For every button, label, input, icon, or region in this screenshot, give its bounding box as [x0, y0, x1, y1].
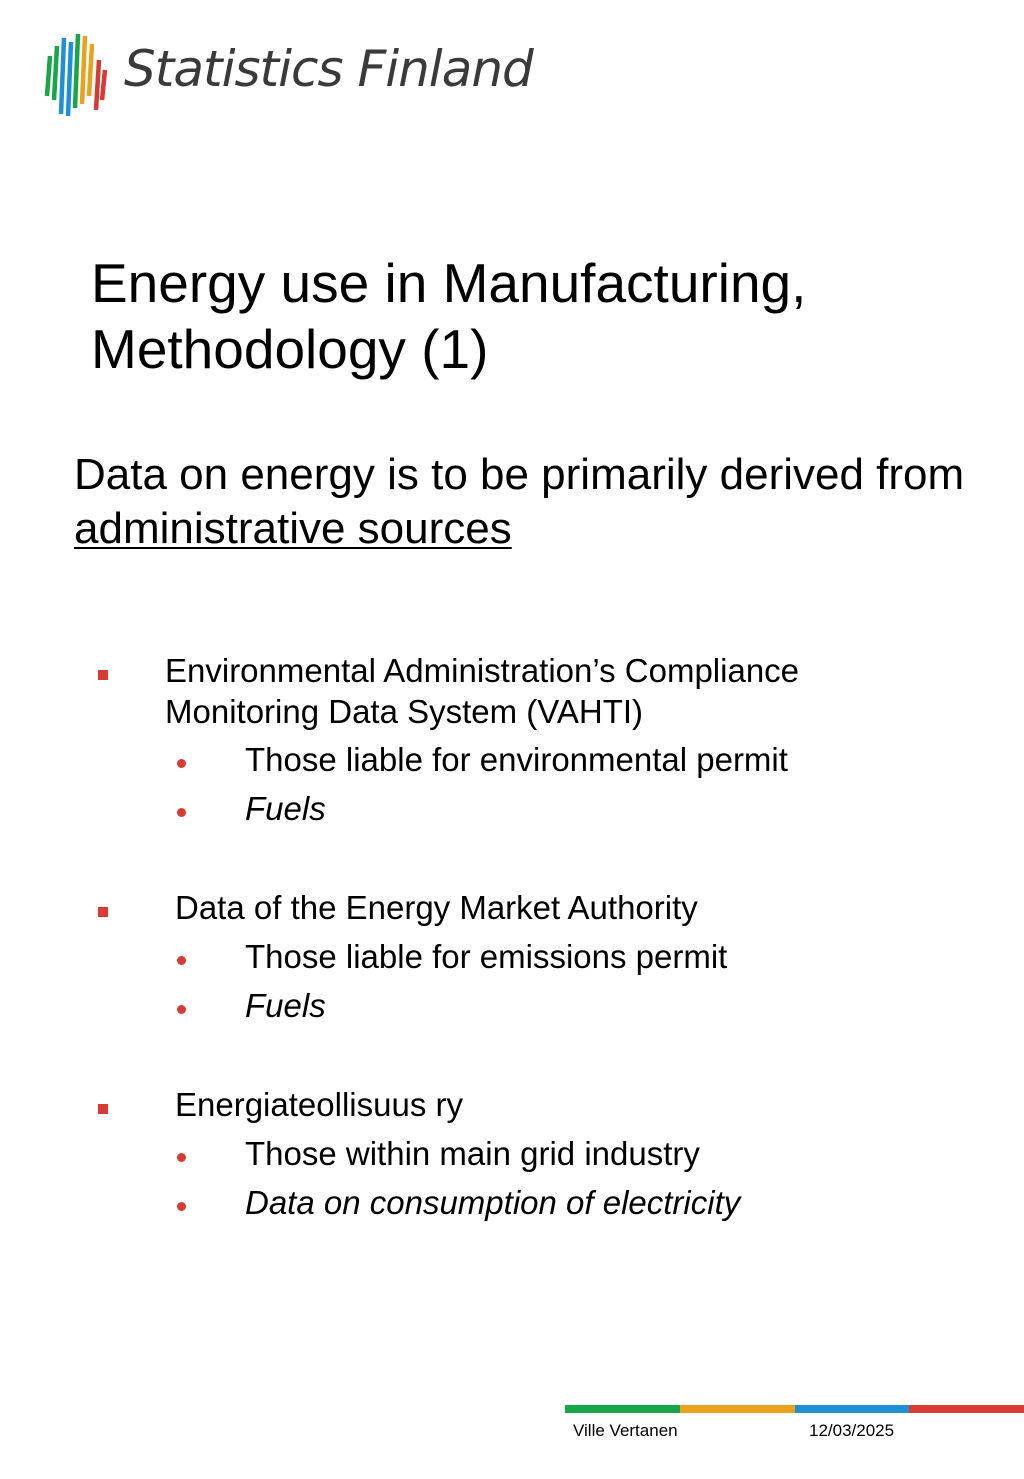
- title-line-2: Methodology (1): [91, 318, 489, 380]
- statistics-finland-logo: [44, 30, 533, 120]
- footer-bar-red: [909, 1405, 1024, 1413]
- dot-bullet-icon: [177, 1005, 186, 1014]
- section-heading-line: Monitoring Data System (VAHTI): [165, 693, 644, 730]
- subtitle-text: Data on energy is to be primarily derived from: [74, 450, 965, 499]
- dot-bullet-icon: [177, 956, 186, 965]
- dot-bullet-icon: [177, 808, 186, 817]
- list-item: Those liable for emissions permit: [245, 938, 728, 975]
- section-heading-vahti: [165, 650, 885, 732]
- dot-bullet-icon: [177, 759, 186, 768]
- footer-bar-yellow: [680, 1405, 795, 1413]
- footer-color-bar: [565, 1405, 1024, 1413]
- title-line-1: Energy use in Manufacturing,: [91, 252, 807, 314]
- dot-bullet-icon: [177, 1153, 186, 1162]
- section-heading-line: Environmental Administration’s Compliance: [165, 652, 800, 689]
- list-item: Fuels: [245, 790, 326, 827]
- slide-subtitle: [74, 448, 974, 556]
- dot-bullet-icon: [177, 1202, 186, 1211]
- list-item: Those liable for environmental permit: [245, 741, 788, 778]
- footer-date: 12/03/2025: [809, 1421, 895, 1440]
- section-heading-line: Data of the Energy Market Authority: [175, 889, 698, 926]
- section-heading-line: Energiateollisuus ry: [175, 1086, 463, 1123]
- administrative-sources-link: administrative sources: [74, 504, 512, 553]
- footer-bar-blue: [795, 1405, 910, 1413]
- footer-bar-green: [565, 1405, 680, 1413]
- logo-bars-icon: [44, 30, 108, 118]
- square-bullet-icon: [98, 907, 108, 917]
- square-bullet-icon: [98, 1104, 108, 1114]
- list-item: Fuels: [245, 987, 326, 1024]
- section-heading-energy-market: [175, 887, 895, 928]
- logo-wordmark: Statistics Finland: [124, 40, 533, 98]
- list-item: Those within main grid industry: [245, 1135, 700, 1172]
- section-heading-energiateollisuus: [175, 1084, 895, 1125]
- footer-author: Ville Vertanen: [573, 1421, 678, 1440]
- square-bullet-icon: [98, 670, 108, 680]
- list-item: Data on consumption of electricity: [245, 1184, 741, 1221]
- slide-title: [91, 250, 971, 382]
